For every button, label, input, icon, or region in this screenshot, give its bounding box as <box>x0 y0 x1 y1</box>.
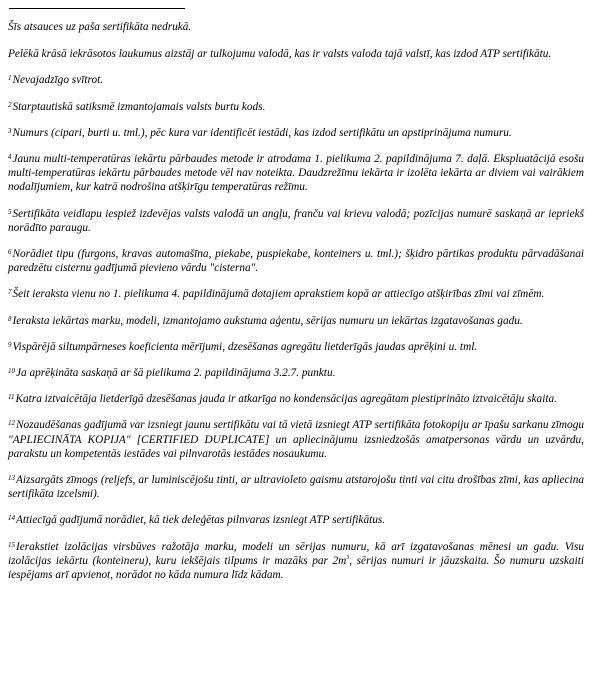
footnote-text: Aizsargāts zīmogs (reljefs, ar luminiscējošu tinti, ar ultravioleto gaismu atstarojošu tinti vai citu drošības zīmi, kas apliecina sertifikāta izcelsmi). <box>8 474 584 501</box>
footnote-text: Sertifikāta veidlapu iespiež izdevējas valsts valodā un angļu, franču vai krievu valodā; pozīcijas numurē saskaņā ar iepriekš norādīto paraugu. <box>8 207 584 234</box>
footnote-2 <box>8 100 584 114</box>
footnote-number: 13 <box>8 474 15 483</box>
footnote-8 <box>8 314 584 328</box>
footnote-text: Šeit ieraksta vienu no 1. pielikuma 4. papildinājumā dotajiem aprakstiem kopā ar attiecīgo atšķirības zīmi vai zīmēm. <box>12 288 545 301</box>
footnote-15 <box>8 540 584 583</box>
footnote-4 <box>8 152 584 195</box>
footnote-text: Attiecīgā gadījumā norādiet, kā tiek deleģētas pilnvaras izsniegt ATP sertifikātus. <box>16 514 386 527</box>
footnote-number: 15 <box>8 540 15 549</box>
footnote-11 <box>8 392 584 406</box>
footnote-9 <box>8 340 584 354</box>
footnote-number: 14 <box>8 514 15 523</box>
footnote-text: Ieraksta iekārtas marku, modeli, izmantojamo aukstuma aģentu, sērijas numuru un iekārtas izgatavošanas gadu. <box>12 314 523 327</box>
footnote-1 <box>8 73 584 87</box>
footnote-7 <box>8 287 584 301</box>
footnote-number: 9 <box>8 340 12 349</box>
superscript-3: 3 <box>346 554 350 561</box>
footnote-number: 10 <box>8 367 15 376</box>
footnote-text: Numurs (cipari, burti u. tml.), pēc kura var identificēt iestādi, kas izdod sertifikātu un apstiprinājuma numuru. <box>12 126 512 139</box>
footnote-number: 8 <box>8 314 12 323</box>
footnote-text: Norādiet tipu (furgons, kravas automašīna, piekabe, puspiekabe, konteiners u. tml.); šķidro pārtikas produktu pārvadāšanai paredzētu cisternu gadījumā pievieno vārdu "cisterna". <box>8 248 584 275</box>
footnote-3 <box>8 126 584 140</box>
footnote-number: 6 <box>8 248 12 257</box>
footnote-text: Katra iztvaicētāja lietderīgā dzesēšanas jauda ir atkarīga no kondensācijas agregātam piestiprināto iztvaicētāju skaita. <box>15 393 557 406</box>
footnote-5 <box>8 207 584 235</box>
footnote-number: 2 <box>8 100 12 109</box>
footnote-text: Vispārējā siltumpārneses koeficienta mērījumi, dzesēšanas agregātu lietderīgās jaudas aprēķini u. tml. <box>12 340 478 353</box>
footnote-text: Starptautiskā satiksmē izmantojamais valsts burtu kods. <box>12 100 266 113</box>
footnote-text: Nozaudēšanas gadījumā var izsniegt jaunu sertifikātu vai tā vietā izsniegt ATP sertifikāta fotokopiju ar īpašu sarkanu zīmogu "APLIECINĀTA KOPIJA" [CERTIFIED DUPLICATE] un apliecinājumu izsniedzošās amatpersonas vārdu un uzvārdu, parakstu un kompetentās iestādes vai pilnvarotās iestādes nosaukumu. <box>8 419 584 460</box>
footnote-number: 5 <box>8 207 12 216</box>
intro-note: Šīs atsauces uz paša sertifikāta nedrukā. <box>8 21 192 33</box>
footnote-6 <box>8 247 584 275</box>
footnote-number: 1 <box>8 74 12 83</box>
footnote-text: Nevajadzīgo svītrot. <box>12 74 104 87</box>
footnote-10 <box>8 366 584 380</box>
footnote-text-cont: , sērijas numuri ir jāuzskaita. Šo numuru uzskaiti iespējams arī apvienot, norādot no kāda numura līdz kādam. <box>8 554 584 582</box>
footnote-text: Ierakstiet izolācijas virsbūves ražotāja marku, modeli un sērijas numuru, kā arī izgatavošanas mēnesi un gadu. Visu izolācijas iekārtu (konteineru), kuru iekšējais tilpums ir mazāks par 2m <box>8 540 584 567</box>
footnotes-page <box>8 0 584 582</box>
footnote-number: 12 <box>8 419 15 428</box>
footnote-list <box>8 73 584 527</box>
footnote-text: Jaunu multi-temperatūras iekārtu pārbaudes metode ir atrodama 1. pielikuma 2. papildinājuma 7. daļā. Ekspluatācijā esošu multi-temperatūras iekārtu pārbaudes metode vēl nav noteikta. Daudzrežīmu iekārta ir izolēta iekārta ar diviem vai vairākiem nodalījumiem, kur katrā nodrošina atšķirīgu temperatūras režīmu. <box>8 153 584 194</box>
footnote-number: 11 <box>8 393 15 402</box>
footnote-number: 3 <box>8 126 12 135</box>
separator-rule <box>9 8 185 9</box>
intro-note: Pelēkā krāsā iekrāsotos laukumus aizstāj ar tulkojumu valodā, kas ir valsts valoda tajā valstī, kas izdod ATP sertifikātu. <box>8 48 552 61</box>
footnote-text: Ja aprēķināta saskaņā ar šā pielikuma 2. papildinājuma 3.2.7. punktu. <box>16 367 336 380</box>
footnote-13 <box>8 473 584 501</box>
footnote-number: 4 <box>8 153 12 162</box>
footnote-12 <box>8 418 584 461</box>
footnote-14 <box>8 513 584 527</box>
footnote-number: 7 <box>8 288 12 297</box>
